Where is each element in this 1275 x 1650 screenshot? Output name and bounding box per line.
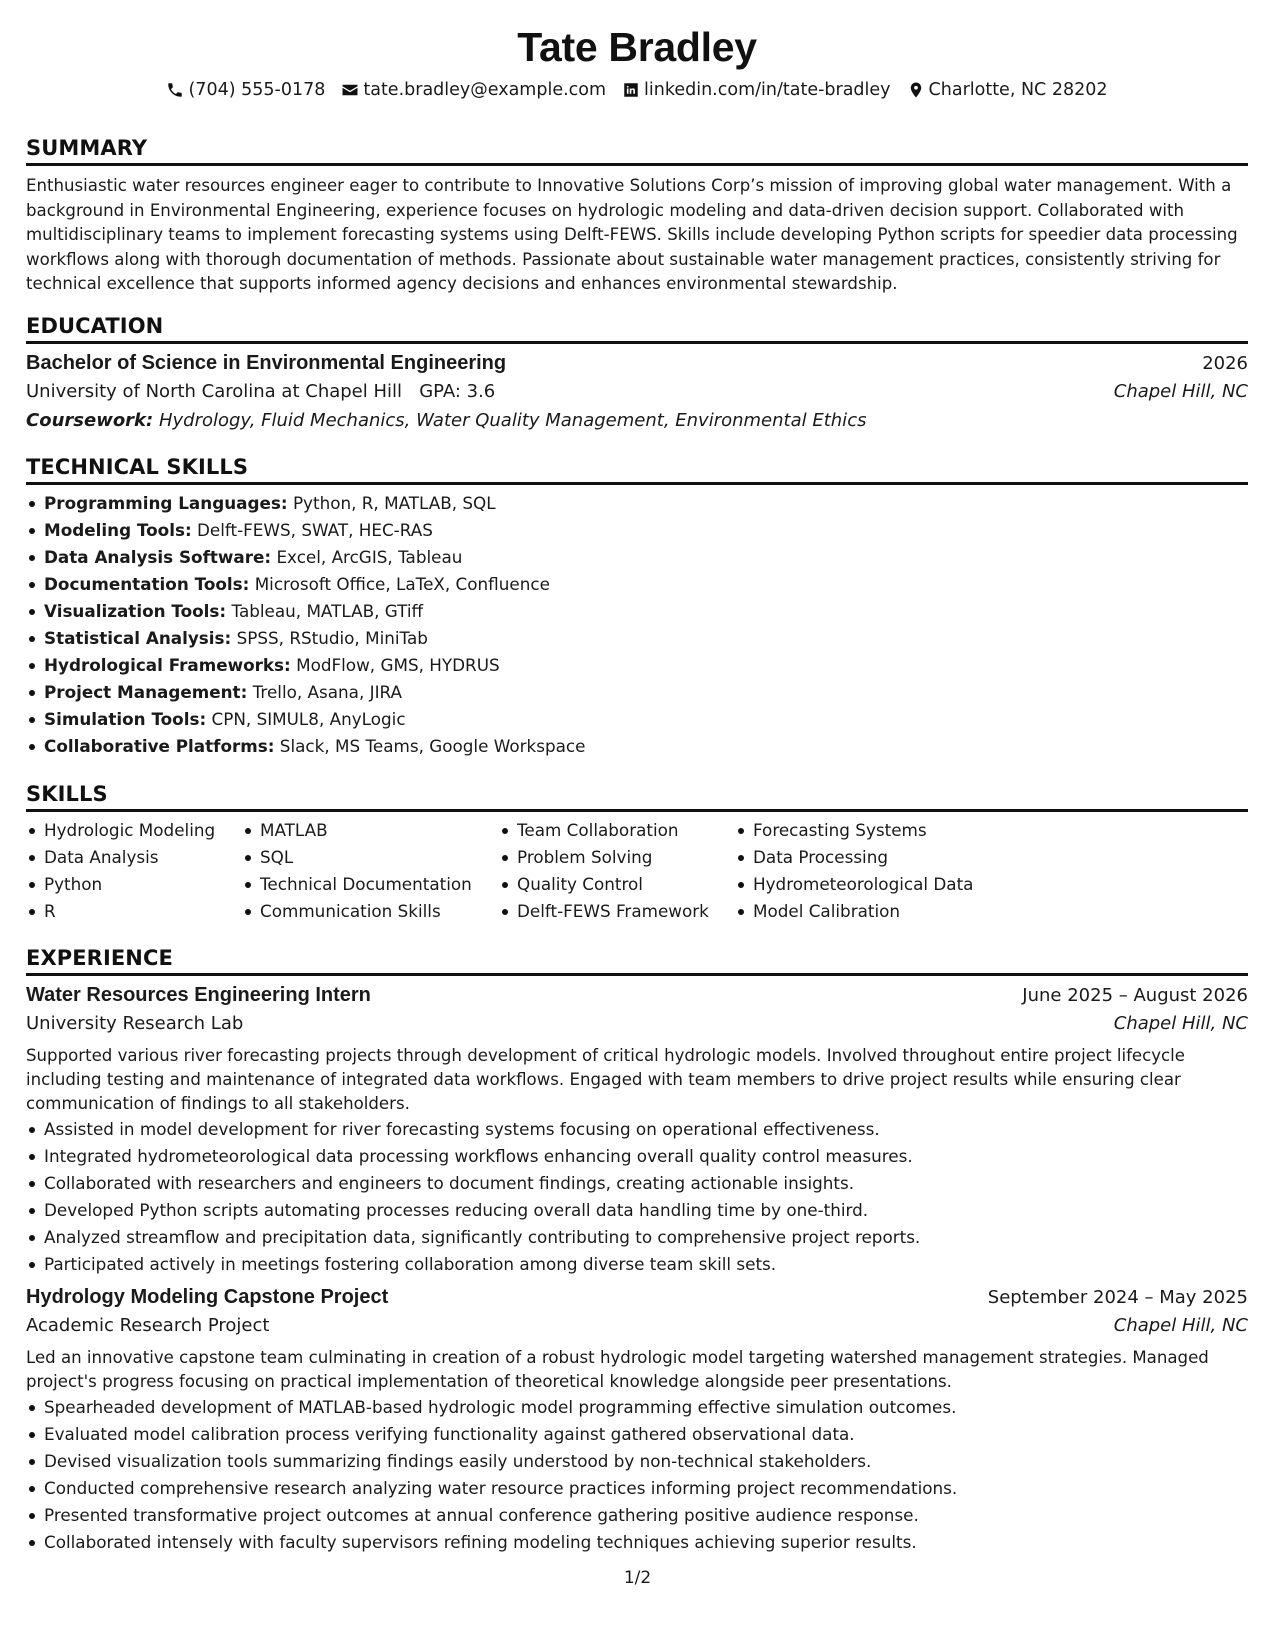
role-title: Water Resources Engineering Intern [26, 984, 371, 1006]
list-item: Problem Solving [499, 844, 735, 871]
skills-column [242, 817, 499, 925]
list-item: Documentation Tools: Microsoft Office, LaTeX, Confluence [26, 571, 1248, 598]
page-number: 1/2 [623, 1568, 652, 1588]
list-item: Hydrological Frameworks: ModFlow, GMS, HYDRUS [26, 652, 1248, 679]
list-item: SQL [242, 844, 499, 871]
experience-header [26, 984, 1248, 1007]
phone-icon [166, 81, 184, 99]
summary-section [26, 136, 1248, 297]
map-pin-icon [907, 81, 925, 99]
school-line [26, 381, 495, 402]
section-title: SKILLS [26, 782, 1248, 812]
gpa: GPA: 3.6 [419, 381, 496, 402]
skills-column [735, 817, 973, 925]
list-item: Hydrologic Modeling [26, 817, 242, 844]
contact-bar [26, 80, 1248, 100]
envelope-icon [341, 81, 359, 99]
list-item: Simulation Tools: CPN, SIMUL8, AnyLogic [26, 706, 1248, 733]
list-item: R [26, 898, 242, 925]
skills-section [26, 782, 1248, 925]
experience-sub [26, 1315, 1248, 1336]
list-item: Integrated hydrometeorological data processing workflows enhancing overall quality control measures. [26, 1143, 1248, 1170]
list-item: Devised visualization tools summarizing findings easily understood by non-technical stakeholders. [26, 1448, 1248, 1475]
linkedin-icon [622, 81, 640, 99]
role-location: Chapel Hill, NC [1113, 1013, 1248, 1034]
role-dates: June 2025 – August 2026 [1022, 985, 1248, 1006]
list-item: Collaborative Platforms: Slack, MS Teams, Google Workspace [26, 733, 1248, 760]
coursework-label: Coursework: [26, 410, 154, 431]
list-item: MATLAB [242, 817, 499, 844]
coursework-list: Hydrology, Fluid Mechanics, Water Quality Management, Environmental Ethics [158, 410, 867, 431]
section-title: EXPERIENCE [26, 946, 1248, 976]
phone-text: (704) 555-0178 [188, 80, 326, 100]
list-item: Evaluated model calibration process verifying functionality against gathered observational data. [26, 1421, 1248, 1448]
organization: Academic Research Project [26, 1315, 270, 1336]
coursework [26, 410, 1248, 431]
linkedin-text: linkedin.com/in/tate-bradley [644, 80, 891, 100]
section-title: EDUCATION [26, 314, 1248, 344]
experience-entry [26, 984, 1248, 1278]
technical-skills-section [26, 455, 1248, 760]
school: University of North Carolina at Chapel Hill [26, 381, 403, 402]
list-item: Data Processing [735, 844, 973, 871]
list-item: Collaborated intensely with faculty supervisors refining modeling techniques achieving superior results. [26, 1529, 1248, 1556]
list-item: Team Collaboration [499, 817, 735, 844]
skills-column [499, 817, 735, 925]
list-item: Data Analysis Software: Excel, ArcGIS, Tableau [26, 544, 1248, 571]
list-item: Modeling Tools: Delft-FEWS, SWAT, HEC-RAS [26, 517, 1248, 544]
summary-text: Enthusiastic water resources engineer eager to contribute to Innovative Solutions Corp’s mission of improving global water management. With a background in Environmental Engineering, experience focuses on hydrologic modeling and data-driven decision support. Collaborated with multidisciplinary teams to implement forecasting systems using Delft-FEWS. Skills include developing Python scripts for speedier data processing workflows along with thorough documentation of methods. Passionate about sustainable water management practices, consistently striving for technical excellence that supports informed agency decisions and enhances environmental stewardship. [26, 176, 1238, 293]
role-title: Hydrology Modeling Capstone Project [26, 1286, 389, 1308]
role-bullets [26, 1394, 1248, 1556]
list-item: Analyzed streamflow and precipitation data, significantly contributing to comprehensive project reports. [26, 1224, 1248, 1251]
list-item: Participated actively in meetings fostering collaboration among diverse team skill sets. [26, 1251, 1248, 1278]
role-description: Led an innovative capstone team culminating in creation of a robust hydrologic model targeting watershed management strategies. Managed project's progress focusing on practical implementation of theoretical knowledge alongside peer presentations. [26, 1348, 1209, 1391]
list-item: Delft-FEWS Framework [499, 898, 735, 925]
list-item: Statistical Analysis: SPSS, RStudio, MiniTab [26, 625, 1248, 652]
organization: University Research Lab [26, 1013, 244, 1034]
role-bullets [26, 1116, 1248, 1278]
list-item: Assisted in model development for river forecasting systems focusing on operational effectiveness. [26, 1116, 1248, 1143]
list-item: Spearheaded development of MATLAB-based hydrologic model programming effective simulation outcomes. [26, 1394, 1248, 1421]
list-item: Presented transformative project outcomes at annual conference gathering positive audience response. [26, 1502, 1248, 1529]
list-item: Forecasting Systems [735, 817, 973, 844]
section-title: TECHNICAL SKILLS [26, 455, 1248, 485]
resume-page [26, 0, 1248, 1650]
graduation-year: 2026 [1202, 353, 1248, 374]
experience-header [26, 1286, 1248, 1309]
experience-section [26, 946, 1248, 1556]
contact-phone[interactable] [166, 80, 325, 100]
skills-grid [26, 817, 1248, 925]
role-description: Supported various river forecasting projects through development of critical hydrologic models. Involved throughout entire project lifecycle including testing and maintenance of integrated data workflows. Engaged with team members to drive project results while ensuring clear communication of findings to all stakeholders. [26, 1046, 1186, 1113]
contact-location [907, 80, 1108, 100]
experience-sub [26, 1013, 1248, 1034]
skills-column [26, 817, 242, 925]
education-sub [26, 381, 1248, 402]
list-item: Communication Skills [242, 898, 499, 925]
education-header [26, 352, 1248, 375]
degree: Bachelor of Science in Environmental Engineering [26, 352, 507, 374]
list-item: Technical Documentation [242, 871, 499, 898]
list-item: Model Calibration [735, 898, 973, 925]
list-item: Conducted comprehensive research analyzing water resource practices informing project recommendations. [26, 1475, 1248, 1502]
location-text: Charlotte, NC 28202 [928, 80, 1108, 100]
contact-email[interactable] [341, 80, 606, 100]
email-text: tate.bradley@example.com [363, 80, 607, 100]
section-title: SUMMARY [26, 136, 1248, 166]
education-section [26, 314, 1248, 431]
school-location: Chapel Hill, NC [1113, 381, 1248, 402]
role-dates: September 2024 – May 2025 [987, 1287, 1248, 1308]
list-item: Project Management: Trello, Asana, JIRA [26, 679, 1248, 706]
list-item: Quality Control [499, 871, 735, 898]
list-item: Python [26, 871, 242, 898]
list-item: Visualization Tools: Tableau, MATLAB, GTiff [26, 598, 1248, 625]
experience-entry [26, 1286, 1248, 1556]
list-item: Data Analysis [26, 844, 242, 871]
role-location: Chapel Hill, NC [1113, 1315, 1248, 1336]
list-item: Programming Languages: Python, R, MATLAB, SQL [26, 490, 1248, 517]
list-item: Collaborated with researchers and engineers to document findings, creating actionable insights. [26, 1170, 1248, 1197]
technical-skills-list [26, 490, 1248, 760]
contact-linkedin[interactable] [622, 80, 891, 100]
list-item: Hydrometeorological Data [735, 871, 973, 898]
candidate-name: Tate Bradley [517, 24, 757, 70]
list-item: Developed Python scripts automating processes reducing overall data handling time by one-third. [26, 1197, 1248, 1224]
